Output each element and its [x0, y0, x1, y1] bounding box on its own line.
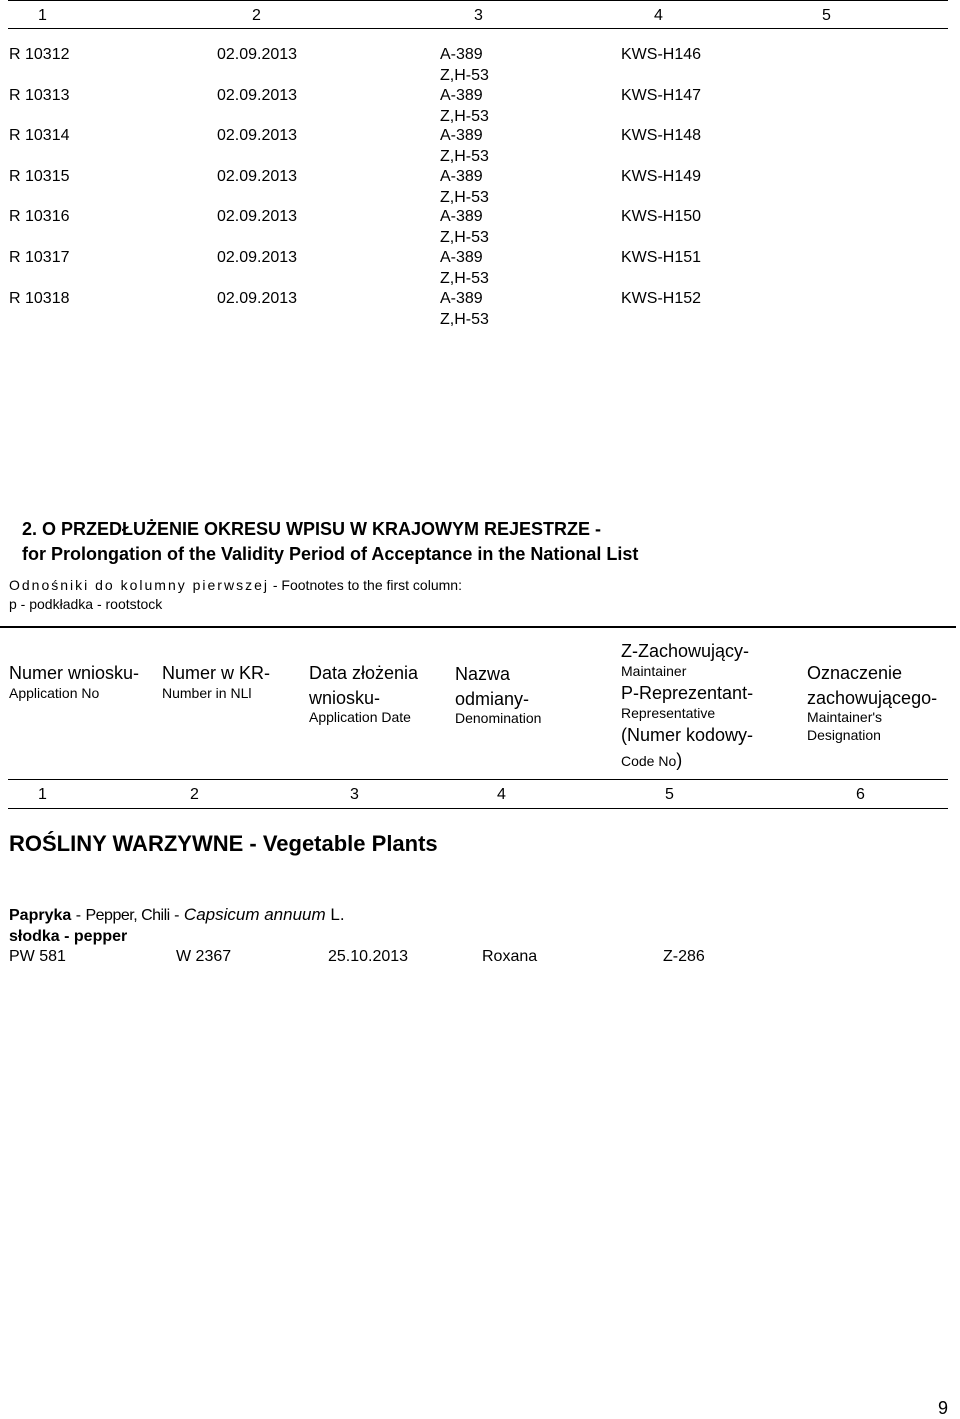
- application-no: R 10317: [9, 249, 70, 266]
- footnote-en: - Footnotes to the first column:: [268, 577, 462, 593]
- species-line: Papryka - Pepper, Chili - Capsicum annuum L.: [9, 905, 345, 924]
- species-subtype: słodka - pepper: [9, 928, 128, 945]
- header-application-date: Data złożenia wniosku- Application Date: [309, 663, 419, 725]
- table-row: [0, 127, 960, 167]
- page-number: 9: [938, 1398, 949, 1418]
- category-heading: ROŚLINY WARZYWNE - Vegetable Plants: [9, 831, 438, 856]
- table-row: [0, 249, 960, 289]
- col2-number-6: 6: [856, 786, 865, 803]
- entry-denomination: Roxana: [482, 948, 538, 965]
- kws-code: KWS-H150: [621, 208, 702, 225]
- application-date: 02.09.2013: [217, 168, 298, 185]
- top-border: [8, 0, 948, 1]
- header-maintainer-designation: Oznaczenie zachowującego- Maintainer's Designation: [807, 663, 938, 743]
- code-z: Z,H-53: [440, 108, 489, 125]
- header-number-in-nl: Numer w KR- Number in NLl: [162, 663, 271, 701]
- entry-application-no: PW 581: [9, 948, 66, 965]
- table-row: [0, 208, 960, 248]
- code-z: Z,H-53: [440, 311, 489, 328]
- application-date: 02.09.2013: [217, 290, 298, 307]
- entry-date: 25.10.2013: [328, 948, 409, 965]
- kws-code: KWS-H152: [621, 290, 702, 307]
- col-number-divider: [8, 28, 948, 29]
- code-z: Z,H-53: [440, 148, 489, 165]
- header-denomination: Nazwa odmiany- Denomination: [455, 664, 542, 726]
- col2-number-4: 4: [497, 786, 506, 803]
- code-a: A-389: [440, 127, 483, 144]
- application-no: R 10318: [9, 290, 70, 307]
- section-subtitle: for Prolongation of the Validity Period of Acceptance in the National List: [22, 544, 639, 564]
- section-title: 2. O PRZEDŁUŻENIE OKRESU WPISU W KRAJOWYM REJESTRZE -: [22, 519, 602, 539]
- application-date: 02.09.2013: [217, 87, 298, 104]
- kws-code: KWS-H146: [621, 46, 702, 63]
- code-z: Z,H-53: [440, 189, 489, 206]
- header-application-no: Numer wniosku- Application No: [9, 663, 140, 701]
- col-number-5: 5: [822, 7, 831, 24]
- application-date: 02.09.2013: [217, 46, 298, 63]
- col-number-2: 2: [252, 7, 261, 24]
- code-z: Z,H-53: [440, 67, 489, 84]
- col-number-3: 3: [474, 7, 483, 24]
- application-no: R 10313: [9, 87, 70, 104]
- footnote-line: [9, 577, 462, 593]
- col2-number-3: 3: [350, 786, 359, 803]
- col-number-1: 1: [38, 7, 47, 24]
- application-no: R 10315: [9, 168, 70, 185]
- table-row: [0, 87, 960, 127]
- application-date: 02.09.2013: [217, 127, 298, 144]
- col2-number-5: 5: [665, 786, 674, 803]
- code-a: A-389: [440, 249, 483, 266]
- col2-number-1: 1: [38, 786, 47, 803]
- code-a: A-389: [440, 290, 483, 307]
- application-no: R 10316: [9, 208, 70, 225]
- application-date: 02.09.2013: [217, 208, 298, 225]
- code-z: Z,H-53: [440, 229, 489, 246]
- kws-code: KWS-H147: [621, 87, 702, 104]
- code-a: A-389: [440, 46, 483, 63]
- kws-code: KWS-H151: [621, 249, 702, 266]
- footnote-rootstock: p - podkładka - rootstock: [9, 596, 163, 612]
- code-a: A-389: [440, 208, 483, 225]
- code-a: A-389: [440, 87, 483, 104]
- table-row: [0, 168, 960, 208]
- kws-code: KWS-H148: [621, 127, 702, 144]
- species-polish: Papryka: [9, 907, 72, 924]
- species-latin: Capsicum annuum: [183, 905, 326, 924]
- table-row: [0, 948, 960, 988]
- kws-code: KWS-H149: [621, 168, 702, 185]
- entry-maintainer-code: Z-286: [663, 948, 705, 965]
- col-number2-divider: [8, 808, 948, 809]
- footnote-pl: Odnośniki do kolumny pierwszej: [9, 577, 269, 593]
- application-no: R 10314: [9, 127, 70, 144]
- header-top-border: [0, 626, 956, 628]
- col-number-4: 4: [654, 7, 663, 24]
- table-row: [0, 290, 960, 330]
- table-row: [0, 46, 960, 86]
- header-bottom-border: [8, 779, 948, 780]
- application-no: R 10312: [9, 46, 70, 63]
- code-a: A-389: [440, 168, 483, 185]
- entry-nl-number: W 2367: [176, 948, 232, 965]
- code-z: Z,H-53: [440, 270, 489, 287]
- species-english: Pepper, Chili: [85, 907, 170, 924]
- application-date: 02.09.2013: [217, 249, 298, 266]
- header-maintainer: Z-Zachowujący- Maintainer P-Reprezentant- Representative (Numer kodowy- Code No): [621, 641, 754, 770]
- col2-number-2: 2: [190, 786, 199, 803]
